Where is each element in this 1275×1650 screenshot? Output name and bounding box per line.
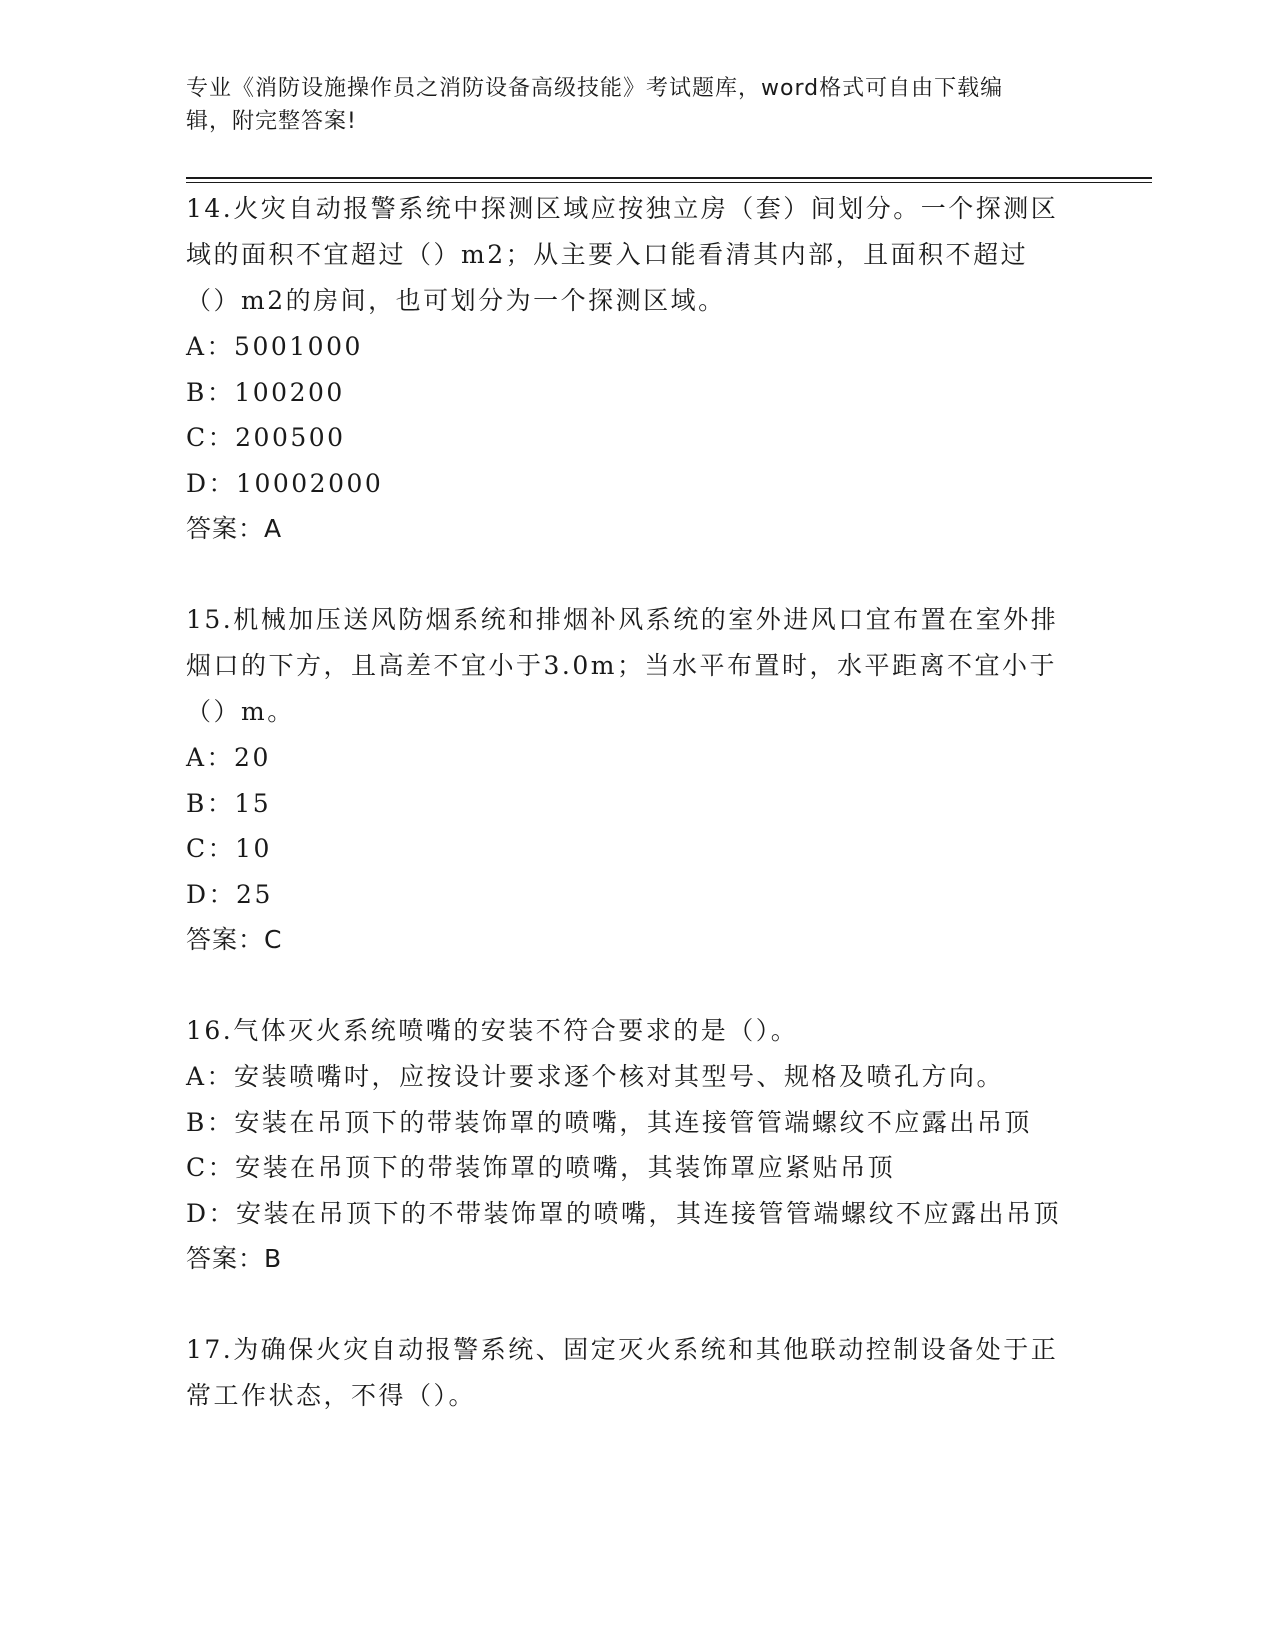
option-d: D：25 [186,879,273,909]
header-line-2: 辑，附完整答案! [186,109,357,134]
answer-line: 答案：B [186,1244,283,1273]
option-a: A：安装喷嘴吋，应按设计要求逐个核对其型号、规格及喷孔方向。 [186,1062,1005,1091]
option-d: D：10002000 [186,468,384,498]
option-c: C：安装在吊顶下的带装饰罩的喷嘴，其装饰罩应紧贴吊顶 [186,1153,896,1182]
header-divider-thin [186,182,1152,183]
question-text: 15.机械加压送风防烟系统和排烟补风系统的室外进风口宜布置在室外排烟口的下方，且高差不宜小于3.0m；当水平布置时，水平距离不宜小于（）m。 [186,605,1059,726]
question-17 [186,1327,1066,1419]
option-a: A：5001000 [186,332,363,361]
answer-line: 答案：C [186,925,283,954]
question-16 [186,1008,1066,1281]
option-b: B：安装在吊顶下的带装饰罩的喷嘴，其连接管管端螺纹不应露出吊顶 [186,1107,1032,1137]
question-14 [186,186,1066,551]
option-a: A：20 [186,743,271,772]
question-15 [186,597,1066,962]
option-c: C：10 [186,834,272,863]
header-divider-thick [186,177,1152,179]
option-c: C：200500 [186,423,346,452]
question-text: 16.气体灭火系统喷嘴的安装不符合要求的是（）。 [186,1016,799,1045]
document-header [186,72,1066,138]
question-text: 14.火灾自动报警系统中探测区域应按独立房（套）间划分。一个探测区域的面积不宜超过（）m2；从主要入口能看清其内部，且面积不超过（）m2的房间，也可划分为一个探测区域。 [186,194,1059,315]
header-line-1: 专业《消防设施操作员之消防设备高级技能》考试题库，word格式可自由下载编 [186,76,1004,101]
option-b: B：100200 [186,377,345,407]
option-d: D：安装在吊顶下的不带装饰罩的喷嘴，其连接管管端螺纹不应露出吊顶 [186,1198,1062,1228]
option-b: B：15 [186,788,272,818]
answer-line: 答案：A [186,514,283,543]
question-text: 17.为确保火灾自动报警系统、固定灭火系统和其他联动控制设备处于正常工作状态，不得（）。 [186,1335,1059,1410]
question-list [186,186,1066,1465]
